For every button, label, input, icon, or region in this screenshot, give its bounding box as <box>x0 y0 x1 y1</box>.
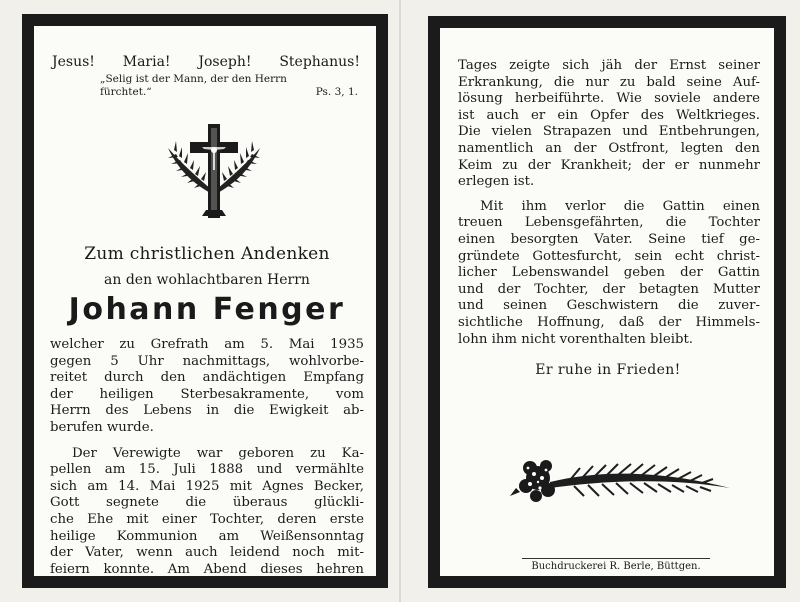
invocation-maria: Maria! <box>122 54 171 70</box>
right-para2-line: sichtliche Hoffnung, daß der Himmels- <box>458 314 760 330</box>
deceased-name: Johann Fenger <box>68 292 346 327</box>
motto-line-1: „Selig ist der Mann, der den Herrn <box>100 73 287 85</box>
invocation-joseph: Joseph! <box>198 54 252 70</box>
left-para2-line: Der Verewigte war geboren zu Ka- <box>72 445 364 461</box>
closing-blessing: Er ruhe in Frieden! <box>535 362 681 378</box>
invocation-jesus: Jesus! <box>52 54 95 70</box>
flower-and-palm-branch-icon <box>510 448 740 514</box>
right-para2-line: einen besorgten Vater. Seine tief ge- <box>458 231 760 247</box>
left-para2-line: heilige Kommunion am Weißensonntag <box>50 528 364 544</box>
left-para1-line: welcher zu Grefrath am 5. Mai 1935 <box>50 337 364 352</box>
motto-reference: Ps. 3, 1. <box>315 86 358 98</box>
invocation-line <box>52 54 360 71</box>
cross-with-palm-fronds-icon <box>162 120 266 224</box>
fold-line <box>399 0 401 602</box>
left-para2-line: sich am 14. Mai 1925 mit Agnes Becker, <box>50 478 364 494</box>
right-para1-line: Keim zu der Krankheit; der er nunmehr <box>458 157 760 173</box>
right-para1-line: Die vielen Strapazen und Entbehrungen, <box>458 124 760 140</box>
right-para2-line: lohn ihm nicht vorenthalten bleibt. <box>458 331 694 347</box>
memorial-subheading: an den wohlachtbaren Herrn <box>104 272 310 288</box>
left-para2-line: che Ehe mit einer Tochter, deren erste <box>50 511 364 527</box>
right-para1-line: erlegen ist. <box>458 174 535 190</box>
left-para2-line: feiern konnte. Am Abend dieses hehren <box>50 561 364 577</box>
left-para1-line: gegen 5 Uhr nachmittags, wohlvorbe- <box>50 353 364 369</box>
left-para1-line: reitet durch den andächtigen Empfang <box>50 370 364 386</box>
right-para2-line: treuen Lebensgefährten, die Tochter <box>458 215 760 231</box>
bible-motto <box>100 73 364 99</box>
invocation-stephanus: Stephanus! <box>279 54 360 70</box>
right-para2-line: gründete Gottesfurcht, sein echt christ- <box>458 248 760 264</box>
right-para1-line: Erkrankung, die nur zu bald seine Auf- <box>458 74 760 90</box>
right-para1-line: lösung herbeiführte. Wie soviele andere <box>458 91 760 107</box>
left-card <box>22 14 388 588</box>
right-para1-line: Tages zeigte sich jäh der Ernst seiner <box>458 58 760 73</box>
left-para2-line: Gott segnete die überaus glückli- <box>50 495 364 511</box>
right-para2-line: licher Lebenswandel geben der Gattin <box>458 265 760 281</box>
right-para1-line: namentlich an der Ostfront, legten den <box>458 140 760 156</box>
left-para1-line: der heiligen Sterbesakramente, vom <box>50 386 364 402</box>
left-body-text <box>50 337 364 578</box>
left-card-content <box>50 54 364 577</box>
left-para1-line: berufen wurde. <box>50 419 154 435</box>
motto-line-2: fürchtet.“ <box>100 86 152 98</box>
right-body-text <box>458 58 760 348</box>
left-para1-line: Herrn des Lebens in die Ewigkeit ab- <box>50 403 364 419</box>
right-para2-line: und seinen Geschwistern die zuver- <box>458 298 760 314</box>
right-card <box>428 16 786 588</box>
left-para2-line: der Vater, wenn auch leidend noch mit- <box>50 545 364 561</box>
memorial-heading: Zum christlichen Andenken <box>84 244 330 264</box>
left-para2-line: pellen am 15. Juli 1888 und vermählte <box>50 462 364 478</box>
right-para2-line: Mit ihm verlor die Gattin einen <box>480 198 760 214</box>
right-card-content <box>450 50 766 572</box>
right-para2-line: und der Tochter, der betagten Mutter <box>458 281 760 297</box>
right-para1-line: ist auch er ein Opfer des Weltkrieges. <box>458 107 760 123</box>
printer-imprint: Buchdruckerei R. Berle, Büttgen. <box>522 558 710 572</box>
